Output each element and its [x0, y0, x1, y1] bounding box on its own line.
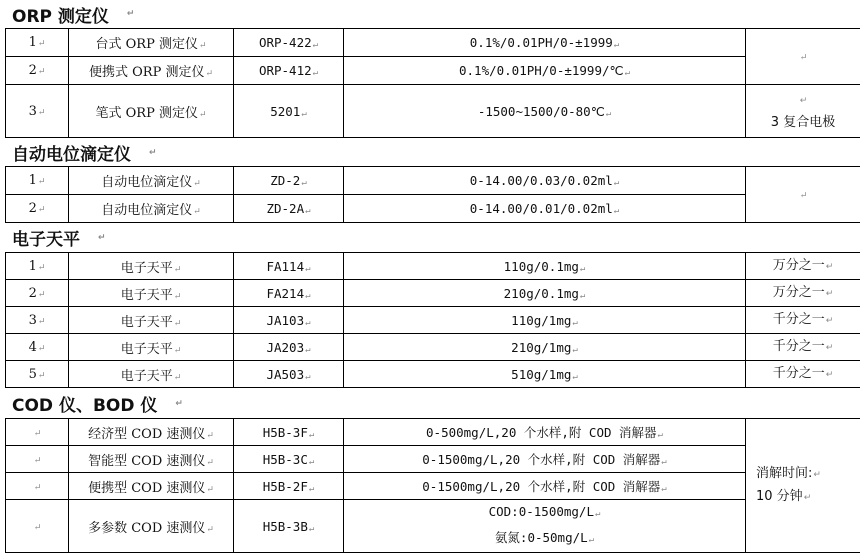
product-name: 多参数 COD 速测仪: [88, 520, 206, 536]
specification: 0.1%/0.01PH/0-±1999/℃: [459, 63, 624, 78]
note-cell-empty: [746, 167, 860, 223]
paragraph-mark-icon: ↵: [579, 290, 586, 301]
specification: 110g/0.1mg: [503, 258, 579, 274]
specification: 0.1%/0.01PH/0-±1999: [469, 35, 613, 50]
paragraph-mark-icon: ↵: [308, 483, 315, 494]
product-name: 电子天平: [120, 260, 173, 276]
paragraph-mark-icon: ↵: [173, 264, 182, 275]
paragraph-mark-icon: ↵: [37, 316, 46, 327]
paragraph-mark-icon: ↵: [193, 179, 201, 189]
paragraph-mark-icon: ↵: [37, 39, 46, 49]
row-number: 3: [28, 312, 37, 328]
paragraph-mark-icon: ↵: [126, 9, 135, 19]
paragraph-mark-icon: ↵: [305, 206, 311, 216]
paragraph-mark-icon: ↵: [206, 484, 214, 495]
model-number: FA214: [266, 285, 305, 301]
paragraph-mark-icon: ↵: [657, 430, 663, 440]
model-number: H5B-2F: [262, 478, 308, 494]
paragraph-mark-icon: ↵: [33, 522, 42, 533]
model-number: H5B-3C: [262, 451, 308, 467]
orp-table: [5, 28, 860, 138]
model-number: JA203: [266, 339, 305, 355]
paragraph-mark-icon: ↵: [308, 429, 315, 440]
paragraph-mark-icon: ↵: [301, 178, 307, 188]
paragraph-mark-icon: ↵: [198, 109, 207, 120]
table-row: [6, 57, 860, 85]
table-row: [6, 253, 860, 280]
paragraph-mark-icon: ↵: [305, 371, 311, 382]
paragraph-mark-icon: ↵: [308, 456, 315, 467]
note-cell: [746, 419, 860, 553]
product-name: 自动电位滴定仪: [101, 203, 193, 218]
row-number: 1: [28, 258, 37, 274]
product-name: 便携式 ORP 测定仪: [88, 65, 205, 80]
table-row: [6, 334, 860, 361]
paragraph-mark-icon: ↵: [149, 147, 157, 158]
row-number: 4: [28, 339, 37, 355]
row-number: 1: [28, 173, 37, 188]
paragraph-mark-icon: ↵: [305, 317, 311, 328]
paragraph-mark-icon: ↵: [825, 315, 834, 326]
paragraph-mark-icon: ↵: [173, 291, 182, 302]
specification: 0-1500mg/L,20 个水样,附 COD 消解器: [422, 452, 661, 467]
specification: -1500~1500/0-80℃: [477, 103, 605, 119]
specification: 0-500mg/L,20 个水样,附 COD 消解器: [426, 425, 657, 440]
paragraph-mark-icon: ↵: [33, 482, 42, 493]
note-cell-empty: [746, 29, 860, 85]
model-number: ZD-2: [270, 173, 301, 188]
row-number: 3: [28, 103, 37, 119]
paragraph-mark-icon: ↵: [301, 108, 307, 119]
section-title-titrator: 自动电位滴定仪 ↵: [12, 145, 157, 165]
paragraph-mark-icon: ↵: [594, 509, 601, 519]
paragraph-mark-icon: ↵: [613, 178, 620, 188]
note-text: 10 分钟: [756, 488, 803, 504]
paragraph-mark-icon: ↵: [588, 535, 595, 545]
product-name: 便携型 COD 速测仪: [88, 480, 206, 496]
paragraph-mark-icon: ↵: [572, 317, 578, 328]
paragraph-mark-icon: ↵: [37, 205, 46, 215]
paragraph-mark-icon: ↵: [624, 68, 630, 78]
table-row: [6, 195, 860, 223]
specification: 210g/0.1mg: [503, 285, 579, 301]
product-name: 自动电位滴定仪: [101, 175, 193, 190]
cod-table: [5, 418, 860, 553]
specification: 210g/1mg: [511, 339, 572, 355]
paragraph-mark-icon: ↵: [661, 457, 667, 467]
paragraph-mark-icon: ↵: [661, 484, 667, 494]
table-row: [6, 473, 860, 500]
paragraph-mark-icon: ↵: [37, 67, 46, 77]
table-row: [6, 167, 860, 195]
paragraph-mark-icon: ↵: [305, 344, 311, 355]
specification: 0-14.00/0.03/0.02ml: [469, 173, 613, 188]
row-number: 2: [28, 63, 37, 78]
paragraph-mark-icon: ↵: [605, 108, 612, 119]
paragraph-mark-icon: ↵: [813, 469, 821, 480]
product-name: 经济型 COD 速测仪: [88, 426, 206, 442]
paragraph-mark-icon: ↵: [37, 107, 46, 118]
paragraph-mark-icon: ↵: [173, 345, 182, 356]
product-name: 电子天平: [120, 341, 173, 357]
paragraph-mark-icon: ↵: [825, 261, 834, 272]
paragraph-mark-icon: ↵: [305, 290, 311, 301]
titrator-table: [5, 166, 860, 223]
paragraph-mark-icon: ↵: [173, 318, 182, 329]
specification: 510g/1mg: [511, 366, 572, 382]
paragraph-mark-icon: ↵: [613, 206, 620, 216]
model-number: ORP-422: [258, 35, 312, 50]
row-number: 2: [28, 285, 37, 301]
precision-note: 千分之一: [772, 311, 825, 327]
paragraph-mark-icon: ↵: [572, 344, 578, 355]
row-number: 1: [28, 35, 37, 50]
model-number: H5B-3B: [262, 518, 308, 534]
specification: 110g/1mg: [511, 312, 572, 328]
paragraph-mark-icon: ↵: [803, 492, 812, 503]
paragraph-mark-icon: ↵: [312, 40, 319, 50]
specification: COD:0-1500mg/L: [488, 504, 594, 519]
paragraph-mark-icon: ↵: [37, 343, 46, 354]
product-name: 笔式 ORP 测定仪: [95, 105, 198, 121]
paragraph-mark-icon: ↵: [98, 232, 106, 243]
model-number: ZD-2A: [266, 201, 305, 216]
paragraph-mark-icon: ↵: [825, 342, 834, 353]
specification: 0-14.00/0.01/0.02ml: [469, 201, 613, 216]
paragraph-mark-icon: ↵: [825, 369, 834, 380]
product-name: 电子天平: [120, 314, 173, 330]
note-text: 消解时间:: [756, 465, 813, 481]
table-row: [6, 29, 860, 57]
note-text: 3 复合电极: [770, 114, 836, 130]
paragraph-mark-icon: ↵: [206, 457, 214, 468]
paragraph-mark-icon: ↵: [37, 289, 46, 300]
table-row: [6, 446, 860, 473]
model-number: H5B-3F: [262, 424, 308, 440]
paragraph-mark-icon: ↵: [799, 191, 808, 201]
product-name: 电子天平: [120, 368, 173, 384]
model-number: 5201: [270, 103, 301, 119]
section-title-balance: 电子天平 ↵: [12, 230, 106, 250]
paragraph-mark-icon: ↵: [33, 428, 42, 439]
precision-note: 千分之一: [772, 338, 825, 354]
specification: 氨氮:0-50mg/L: [494, 530, 588, 545]
precision-note: 万分之一: [772, 284, 825, 300]
paragraph-mark-icon: ↵: [206, 430, 214, 441]
model-number: JA503: [266, 366, 305, 382]
specification: 0-1500mg/L,20 个水样,附 COD 消解器: [422, 479, 661, 494]
model-number: ORP-412: [258, 63, 312, 78]
paragraph-mark-icon: ↵: [37, 177, 46, 187]
precision-note: 万分之一: [772, 257, 825, 273]
paragraph-mark-icon: ↵: [305, 263, 311, 274]
table-row: [6, 85, 860, 138]
table-row: [6, 361, 860, 388]
paragraph-mark-icon: ↵: [173, 372, 182, 383]
paragraph-mark-icon: ↵: [206, 524, 214, 535]
section-title-orp: ORP 测定仪 ↵: [12, 6, 135, 27]
note-cell: [746, 85, 860, 138]
paragraph-mark-icon: ↵: [613, 40, 620, 50]
model-number: FA114: [266, 258, 305, 274]
paragraph-mark-icon: ↵: [572, 371, 578, 382]
product-name: 智能型 COD 速测仪: [88, 453, 206, 469]
paragraph-mark-icon: ↵: [799, 95, 808, 106]
product-name: 电子天平: [120, 287, 173, 303]
paragraph-mark-icon: ↵: [579, 263, 586, 274]
table-row: [6, 500, 860, 553]
table-row: [6, 419, 860, 446]
paragraph-mark-icon: ↵: [825, 288, 834, 299]
row-number: 2: [28, 201, 37, 216]
paragraph-mark-icon: ↵: [37, 262, 46, 273]
paragraph-mark-icon: ↵: [198, 41, 207, 51]
balance-table: [5, 252, 860, 388]
paragraph-mark-icon: ↵: [175, 398, 183, 409]
table-row: [6, 280, 860, 307]
product-name: 台式 ORP 测定仪: [95, 37, 198, 52]
paragraph-mark-icon: ↵: [193, 207, 201, 217]
paragraph-mark-icon: ↵: [312, 68, 319, 78]
paragraph-mark-icon: ↵: [205, 69, 213, 79]
model-number: JA103: [266, 312, 305, 328]
section-title-cod-bod: COD 仪、BOD 仪 ↵: [12, 396, 183, 416]
row-number: 5: [28, 366, 37, 382]
paragraph-mark-icon: ↵: [37, 370, 46, 381]
paragraph-mark-icon: ↵: [308, 523, 315, 534]
paragraph-mark-icon: ↵: [33, 455, 42, 466]
paragraph-mark-icon: ↵: [799, 53, 808, 63]
table-row: [6, 307, 860, 334]
precision-note: 千分之一: [772, 365, 825, 381]
